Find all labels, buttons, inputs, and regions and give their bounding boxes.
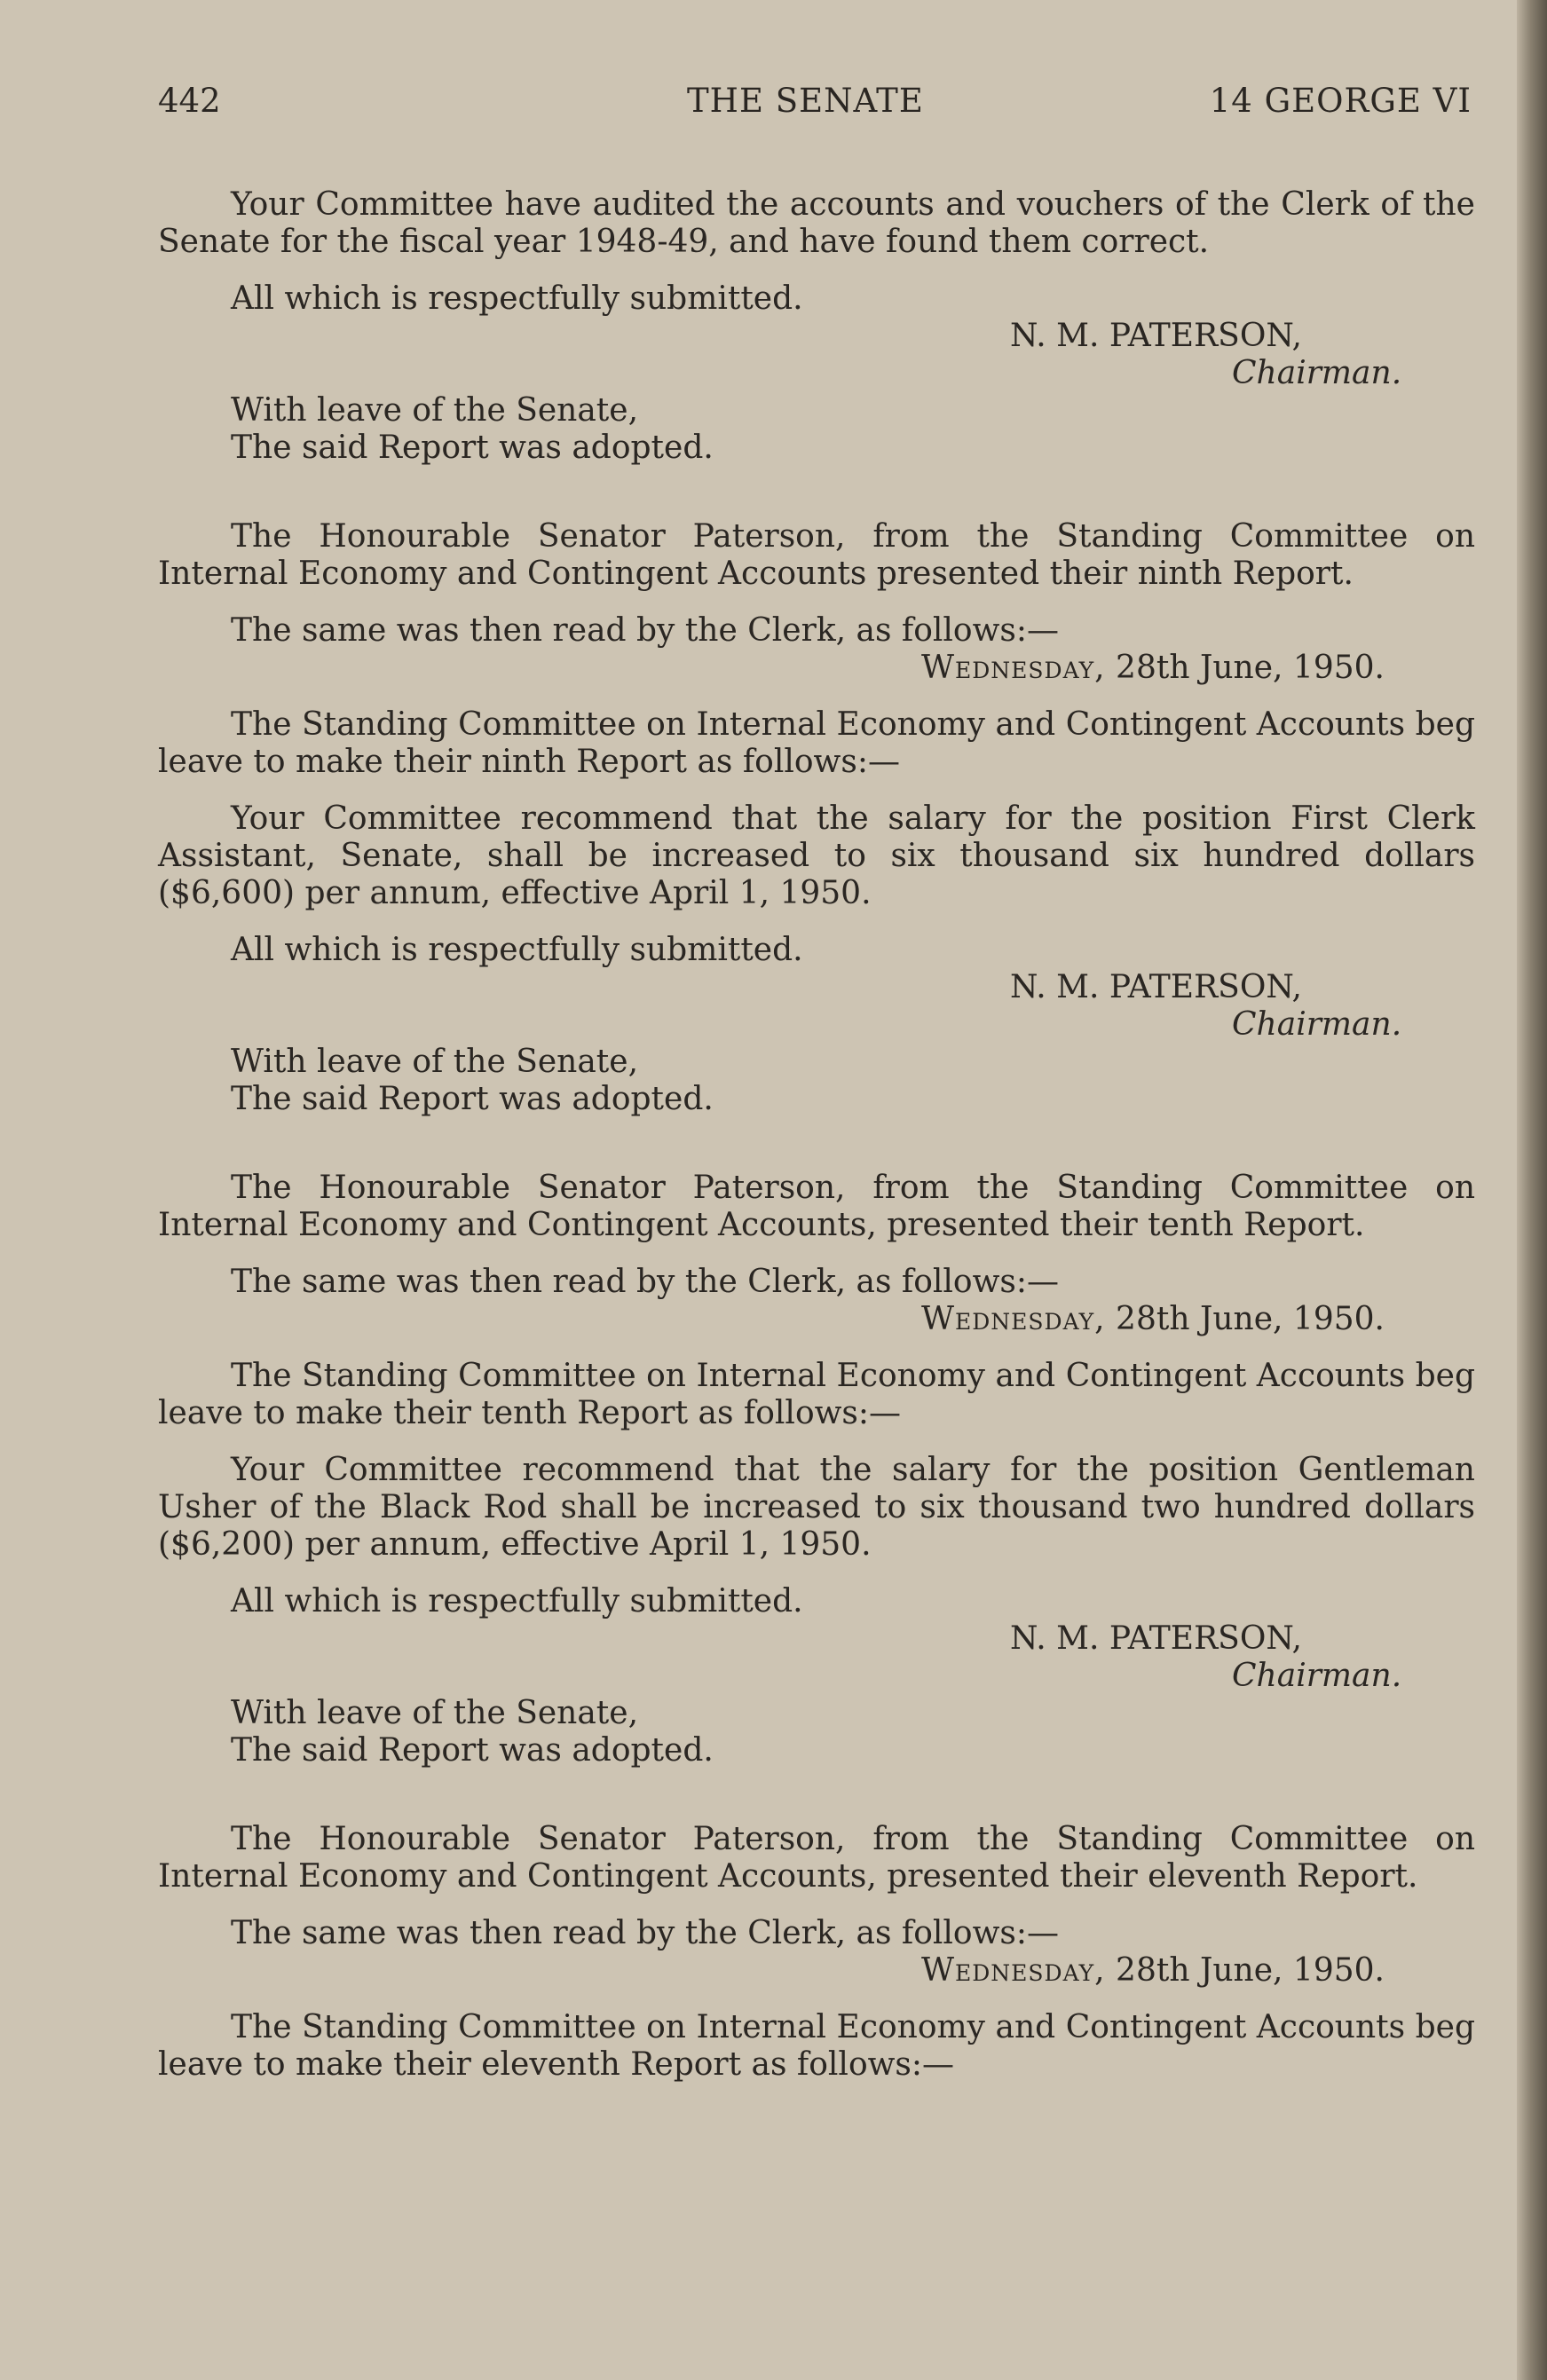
report-intro: The Honourable Senator Paterson, from the Standing Committee on Internal Economy and Contingent Accounts presented their ninth Report.: [158, 518, 1475, 592]
adopted-line: The said Report was adopted.: [231, 1732, 714, 1769]
leave-line: With leave of the Senate,: [231, 392, 639, 429]
running-header: [158, 82, 1472, 121]
paragraph: All which is respectfully submitted.: [231, 1583, 803, 1620]
paragraph: The Standing Committee on Internal Economy and Contingent Accounts beg leave to make their ninth Report as follows:—: [158, 706, 1475, 780]
dateline: [158, 650, 1475, 687]
date-day: Wednesday,: [921, 1952, 1106, 1989]
date-day: Wednesday,: [921, 650, 1106, 686]
adopted-line: The said Report was adopted.: [231, 430, 714, 466]
report-intro: The Honourable Senator Paterson, from the Standing Committee on Internal Economy and Contingent Accounts, presented their eleventh Report.: [158, 1821, 1475, 1895]
page-body: [158, 186, 1475, 2084]
leave-line: With leave of the Senate,: [231, 1044, 639, 1080]
signature-title: Chairman.: [1232, 355, 1402, 391]
page-number: 442: [158, 82, 221, 120]
dateline: [158, 1952, 1475, 1990]
date-day: Wednesday,: [921, 1301, 1106, 1337]
read-line: The same was then read by the Clerk, as follows:—: [231, 1915, 1060, 1951]
dateline: [158, 1301, 1475, 1338]
page-edge-shadow: [1517, 0, 1547, 2380]
report-intro: The Honourable Senator Paterson, from the Standing Committee on Internal Economy and Contingent Accounts, presented their tenth Report.: [158, 1170, 1475, 1243]
date-rest: 28th June, 1950.: [1105, 1301, 1385, 1337]
date-rest: 28th June, 1950.: [1105, 650, 1385, 686]
read-line: The same was then read by the Clerk, as follows:—: [231, 1264, 1060, 1300]
signature-title: Chairman.: [1232, 1658, 1402, 1694]
paragraph: Your Committee recommend that the salary for the position Gentleman Usher of the Black Rod shall be increased to six thousand two hundred dollars ($6,200) per annum, effective April 1, 1950.: [158, 1452, 1475, 1563]
paragraph: Your Committee have audited the accounts and vouchers of the Clerk of the Senate for the fiscal year 1948-49, and have found them correct.: [158, 186, 1475, 260]
running-title: THE SENATE: [687, 82, 924, 120]
read-line: The same was then read by the Clerk, as follows:—: [231, 612, 1060, 649]
signature-title: Chairman.: [1232, 1006, 1402, 1043]
date-rest: 28th June, 1950.: [1105, 1952, 1385, 1989]
paragraph: All which is respectfully submitted.: [231, 280, 803, 317]
signature-name: N. M. PATERSON,: [1010, 1620, 1302, 1657]
paragraph: The Standing Committee on Internal Economy and Contingent Accounts beg leave to make their tenth Report as follows:—: [158, 1358, 1475, 1431]
regnal-year: 14 GEORGE VI: [1209, 82, 1472, 120]
adopted-line: The said Report was adopted.: [231, 1081, 714, 1117]
signature-name: N. M. PATERSON,: [1010, 318, 1302, 354]
leave-line: With leave of the Senate,: [231, 1695, 639, 1731]
paragraph: Your Committee recommend that the salary for the position First Clerk Assistant, Senate, shall be increased to six thousand six hundred dollars ($6,600) per annum, effective April 1, 1950.: [158, 800, 1475, 911]
signature-name: N. M. PATERSON,: [1010, 969, 1302, 1005]
paragraph: All which is respectfully submitted.: [231, 932, 803, 968]
paragraph: The Standing Committee on Internal Economy and Contingent Accounts beg leave to make their eleventh Report as follows:—: [158, 2009, 1475, 2083]
